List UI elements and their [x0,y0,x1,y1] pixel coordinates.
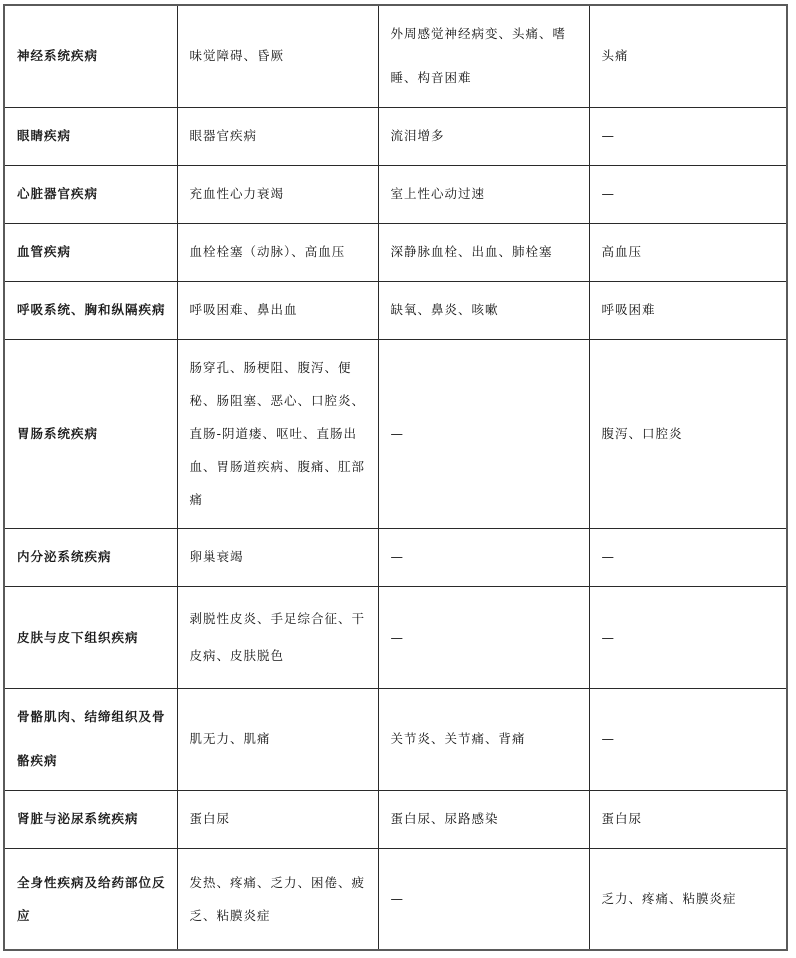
table-cell: 高血压 [589,223,787,281]
table-cell: — [589,528,787,586]
table-cell: 腹泻、口腔炎 [589,339,787,528]
table-cell: — [589,688,787,790]
organ-system-cell: 血管疾病 [4,223,177,281]
table-cell: 充血性心力衰竭 [177,165,378,223]
table-row [4,107,787,165]
organ-system-cell: 骨骼肌肉、结缔组织及骨骼疾病 [4,688,177,790]
table-row [4,5,787,107]
table-row [4,790,787,848]
table-cell: 外周感觉神经病变、头痛、嗜睡、构音困难 [378,5,589,107]
table-cell: — [378,528,589,586]
organ-system-cell: 呼吸系统、胸和纵隔疾病 [4,281,177,339]
table-cell: — [589,165,787,223]
table-row [4,586,787,688]
organ-system-cell: 眼睛疾病 [4,107,177,165]
table-cell: 呼吸困难 [589,281,787,339]
table-cell: — [589,107,787,165]
organ-system-cell: 全身性疾病及给药部位反应 [4,848,177,950]
organ-system-cell: 肾脏与泌尿系统疾病 [4,790,177,848]
organ-system-cell: 胃肠系统疾病 [4,339,177,528]
table-cell: 卵巢衰竭 [177,528,378,586]
table-cell: — [378,339,589,528]
table-row [4,223,787,281]
adverse-reactions-table [3,4,788,951]
table-cell: 发热、疼痛、乏力、困倦、疲乏、粘膜炎症 [177,848,378,950]
table-cell: 肠穿孔、肠梗阻、腹泻、便秘、肠阻塞、恶心、口腔炎、直肠-阴道瘘、呕吐、直肠出血、胃肠道疾病、腹痛、肛部痛 [177,339,378,528]
table-row [4,688,787,790]
table-row [4,281,787,339]
table-cell: 乏力、疼痛、粘膜炎症 [589,848,787,950]
organ-system-cell: 内分泌系统疾病 [4,528,177,586]
table-cell: 蛋白尿 [177,790,378,848]
organ-system-cell: 神经系统疾病 [4,5,177,107]
organ-system-cell: 皮肤与皮下组织疾病 [4,586,177,688]
table-row [4,528,787,586]
table-cell: 室上性心动过速 [378,165,589,223]
table-cell: 蛋白尿、尿路感染 [378,790,589,848]
table-row [4,848,787,950]
table-cell: 肌无力、肌痛 [177,688,378,790]
table-cell: 呼吸困难、鼻出血 [177,281,378,339]
table-cell: 深静脉血栓、出血、肺栓塞 [378,223,589,281]
table-cell: 眼器官疾病 [177,107,378,165]
table-cell: 头痛 [589,5,787,107]
table-row [4,165,787,223]
table-cell: — [378,848,589,950]
table-row [4,339,787,528]
table-cell: 血栓栓塞（动脉）、高血压 [177,223,378,281]
table-cell: 味觉障碍、昏厥 [177,5,378,107]
table-cell: 流泪增多 [378,107,589,165]
table-cell: 剥脱性皮炎、手足综合征、干皮病、皮肤脱色 [177,586,378,688]
table-cell: 关节炎、关节痛、背痛 [378,688,589,790]
table-cell: 缺氧、鼻炎、咳嗽 [378,281,589,339]
table-cell: — [378,586,589,688]
organ-system-cell: 心脏器官疾病 [4,165,177,223]
table-cell: — [589,586,787,688]
table-cell: 蛋白尿 [589,790,787,848]
